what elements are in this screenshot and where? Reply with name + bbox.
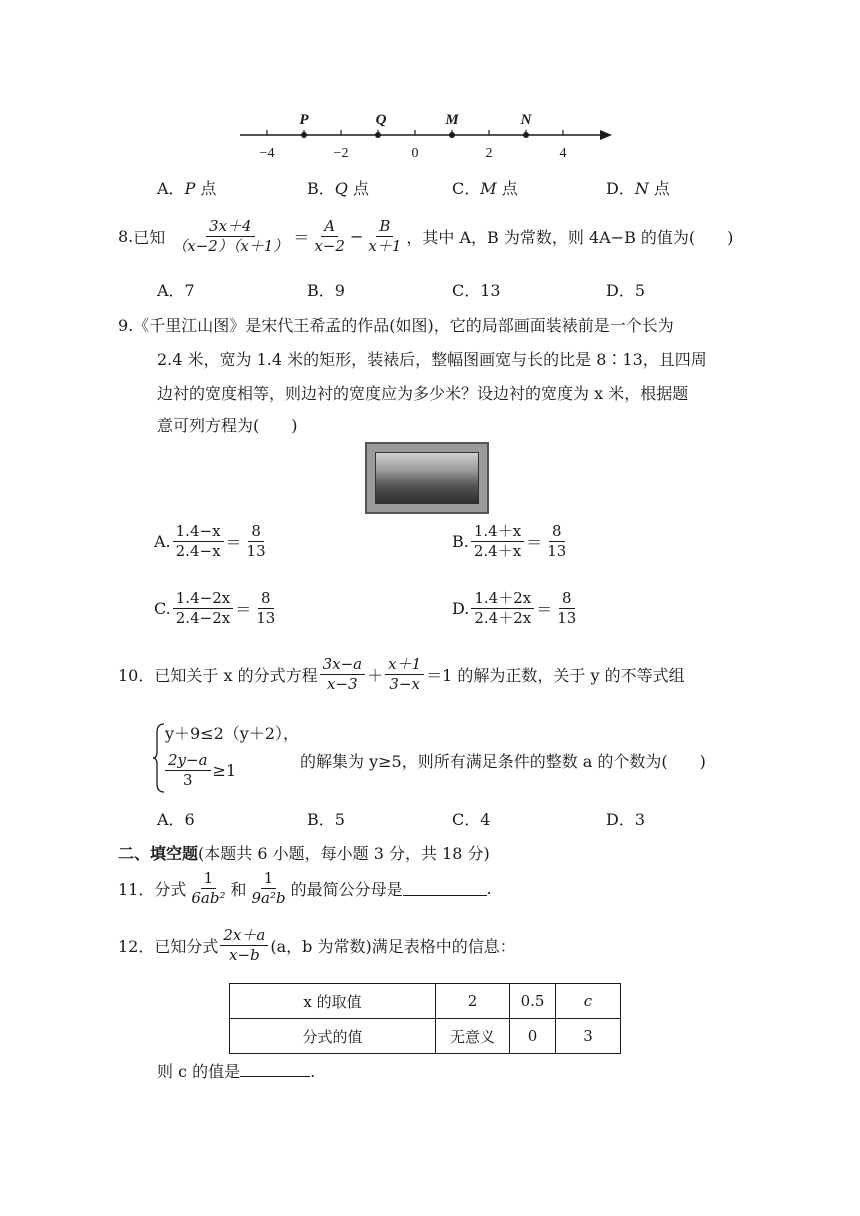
q8-lhs-fraction: $\frac{3x+4}{(x-2)(x+1)}$ [172, 217, 289, 256]
question-12: 12． 已知分式 $\frac{2x+a}{x-b}$ (a，b 为常数)满足表格中的信息： [118, 926, 516, 965]
section-2-heading: 二、填空题(本题共 6 小题，每小题 3 分，共 18 分) [118, 844, 490, 863]
table-cell: x 的取值 [230, 984, 436, 1019]
q10-option-d: D．3 [606, 810, 646, 829]
q8-option-c: C．13 [452, 281, 501, 300]
q9-option-a: A. $\frac{1.4-x}{2.4-x}$ ＝ $\frac{8}{13}$ [154, 522, 266, 561]
label-q: Q [375, 112, 387, 128]
question-10: 10． 已知关于 x 的分式方程 $\frac{3x-a}{x-3}$ ＋ $\frac{x+1}{3-x}$ ＝1 的解为正数，关于 y 的不等式组 [118, 655, 685, 694]
q7-option-b: B．Q 点 [307, 179, 369, 198]
q10-option-a: A．6 [157, 810, 195, 829]
point-m [449, 132, 455, 138]
table-cell: 0.5 [510, 984, 556, 1019]
tick-label: −4 [259, 146, 275, 161]
q10-system-line-2: $\frac{2y-a}{3}$ ≥1 [163, 752, 236, 790]
q8-a-fraction: $\frac{A}{x-2}$ [314, 217, 345, 256]
q10-option-b: B．5 [307, 810, 345, 829]
q10-option-c: C．4 [452, 810, 491, 829]
table-cell: 0 [510, 1019, 556, 1054]
q12-answer-blank[interactable] [240, 1062, 310, 1077]
table-cell: c [556, 984, 621, 1019]
q9-option-c: C. $\frac{1.4-2x}{2.4-2x}$ ＝ $\frac{8}{13}$ [154, 589, 276, 628]
question-11: 11． 分式 $\frac{1}{\text{6ab²}}$ 和 $\frac{1}{\text{9a²b}}$ 的最简公分母是 . [118, 869, 492, 908]
table-cell: 无意义 [436, 1019, 510, 1054]
table-cell: 分式的值 [230, 1019, 436, 1054]
q11-answer-blank[interactable] [403, 881, 487, 896]
painting-image [365, 442, 489, 514]
q9-line-2: 2.4 米，宽为 1.4 米的矩形，装裱后，整幅图画宽与长的比是 8∶13，且四周 [157, 350, 707, 369]
table-cell: 2 [436, 984, 510, 1019]
q9-line-3: 边衬的宽度相等，则边衬的宽度应为多少米？设边衬的宽度为 x 米，根据题 [157, 384, 689, 403]
tick-label: 2 [485, 146, 493, 161]
q7-option-c: C．M 点 [452, 179, 518, 198]
q8-option-a: A．7 [157, 281, 195, 300]
q12-answer-line: 则 c 的值是 . [157, 1062, 316, 1081]
q7-option-a: A．P 点 [157, 179, 217, 198]
q8-option-b: B．9 [307, 281, 345, 300]
tick-label: 4 [559, 146, 567, 161]
q10-system-line-1: y＋9≤2（y＋2）， [165, 724, 300, 743]
q9-line-4: 意可列方程为( ) [157, 416, 298, 435]
table-cell: 3 [556, 1019, 621, 1054]
q7-option-d: D．N 点 [606, 179, 670, 198]
q9-option-b: B. $\frac{1.4+x}{2.4+x}$ ＝ $\frac{8}{13}$ [452, 522, 567, 561]
q10-tail: 的解集为 y≥5，则所有满足条件的整数 a 的个数为( ) [300, 752, 706, 771]
point-p [301, 132, 307, 138]
q12-table [229, 983, 621, 1054]
point-n [523, 132, 529, 138]
tick-label: 0 [411, 146, 419, 161]
label-m: M [445, 112, 459, 128]
q8-b-fraction: $\frac{B}{x+1}$ [368, 217, 402, 256]
table-row [230, 984, 621, 1019]
q10-fraction-2: $\frac{x+1}{3-x}$ [385, 656, 424, 694]
tick-label: −2 [333, 146, 349, 161]
q8-option-d: D．5 [606, 281, 646, 300]
label-n: N [520, 112, 532, 128]
q10-fraction-1: $\frac{3x-a}{x-3}$ [320, 656, 366, 694]
number-line [230, 105, 630, 165]
table-row [230, 1019, 621, 1054]
question-8: 8. 已知 $\frac{3x+4}{(x-2)(x+1)}$ ＝ $\frac{A}{x-2}$ − $\frac{B}{x+1}$ ，其中 A，B 为常数，则 4A−B 的值为( ) [118, 217, 734, 256]
q9-line-1: 9.《千里江山图》是宋代王希孟的作品(如图)，它的局部画面装裱前是一个长为 [118, 316, 674, 335]
q9-option-d: D. $\frac{1.4+2x}{2.4+2x}$ ＝ $\frac{8}{13}$ [452, 589, 577, 628]
point-q [375, 132, 381, 138]
label-p: P [299, 112, 309, 128]
